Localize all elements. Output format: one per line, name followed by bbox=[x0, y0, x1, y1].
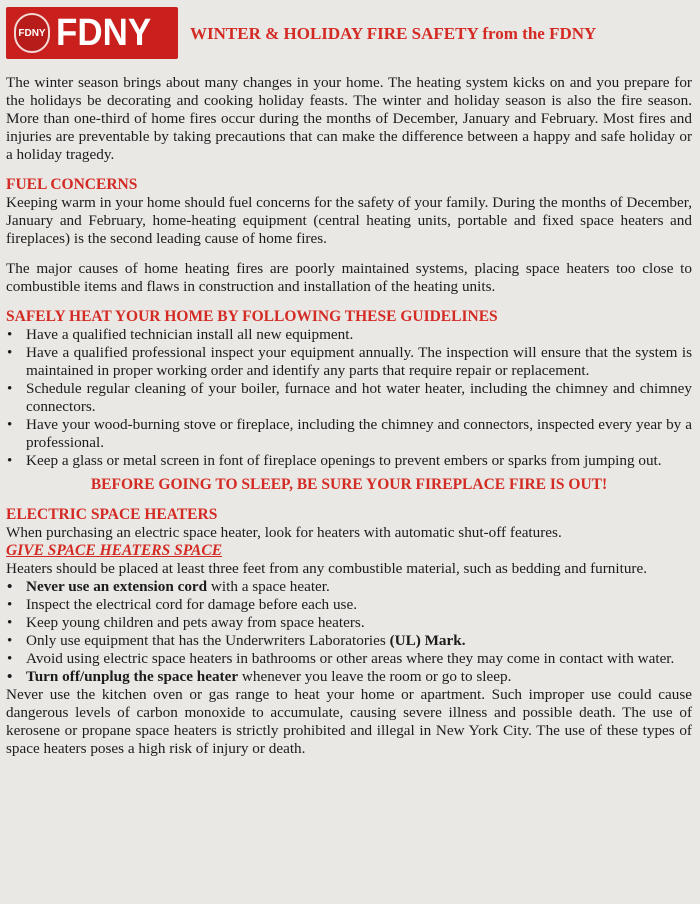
guidelines-heading: SAFELY HEAT YOUR HOME BY FOLLOWING THESE GUIDELINES bbox=[6, 308, 498, 325]
page-title: WINTER & HOLIDAY FIRE SAFETY from the FDNY bbox=[190, 24, 597, 43]
closing-paragraph: Never use the kitchen oven or gas range to heat your home or apartment. Such improper use could cause dangerous levels of carbon monoxide to accumulate, causing severe illness and possible death. The use of kerosene or propane space heaters is strictly prohibited and illegal in New York City. The use of these types of space heaters poses a high risk of injury or death. bbox=[6, 686, 692, 757]
fdny-badge-icon: FDNY bbox=[14, 13, 50, 53]
fdny-logo bbox=[6, 7, 178, 59]
list-item: • Have a qualified professional inspect your equipment annually. The inspection will ensure that the system is maintained in proper working order and identify any parts that require repair or replacement. bbox=[6, 344, 692, 380]
fuel-paragraph-1: Keeping warm in your home should fuel concerns for the safety of your family. During the months of December, January and February, home-heating equipment (central heating units, portable and fixed space heaters and fireplaces) is the second leading cause of home fires. bbox=[6, 194, 692, 247]
header bbox=[6, 0, 692, 62]
list-item: • Turn off/unplug the space heater whenever you leave the room or go to sleep. bbox=[6, 668, 692, 686]
list-item: • Keep young children and pets away from space heaters. bbox=[6, 614, 692, 632]
logo-text: FDNY bbox=[56, 11, 152, 54]
list-item: • Only use equipment that has the Underwriters Laboratories (UL) Mark. bbox=[6, 632, 692, 650]
space-subheading: GIVE SPACE HEATERS SPACE bbox=[6, 542, 223, 559]
list-item: • Schedule regular cleaning of your boiler, furnace and hot water heater, including the chimney and chimney connectors. bbox=[6, 380, 692, 416]
list-item: • Have a qualified technician install all new equipment. bbox=[6, 326, 692, 344]
intro-paragraph: The winter season brings about many changes in your home. The heating system kicks on and you prepare for the holidays be decorating and cooking holiday feasts. The winter and holiday season is also the fire season. More than one-third of home fires occur during the months of December, January and February. Most fires and injuries are preventable by taking precautions that can make the difference between a happy and safe holiday or a holiday tragedy. bbox=[6, 74, 692, 163]
electric-heading: ELECTRIC SPACE HEATERS bbox=[6, 506, 218, 523]
guidelines-list bbox=[6, 326, 692, 470]
list-item: • Inspect the electrical cord for damage before each use. bbox=[6, 596, 692, 614]
fireplace-warning: BEFORE GOING TO SLEEP, BE SURE YOUR FIREPLACE FIRE IS OUT! bbox=[90, 476, 608, 493]
electric-list bbox=[6, 578, 692, 686]
fuel-heading: FUEL CONCERNS bbox=[6, 176, 138, 193]
list-item: • Keep a glass or metal screen in font of fireplace openings to prevent embers or sparks from jumping out. bbox=[6, 452, 692, 470]
fuel-paragraph-2: The major causes of home heating fires are poorly maintained systems, placing space heaters too close to combustible items and flaws in construction and installation of the heating units. bbox=[6, 260, 692, 295]
list-item: • Have your wood-burning stove or fireplace, including the chimney and connectors, inspected every year by a professional. bbox=[6, 416, 692, 452]
electric-intro: When purchasing an electric space heater, look for heaters with automatic shut-off features. bbox=[6, 524, 562, 541]
list-item: • Avoid using electric space heaters in bathrooms or other areas where they may come in contact with water. bbox=[6, 650, 692, 668]
electric-paragraph: Heaters should be placed at least three feet from any combustible material, such as bedding and furniture. bbox=[6, 560, 648, 577]
list-item: • Never use an extension cord with a space heater. bbox=[6, 578, 692, 596]
